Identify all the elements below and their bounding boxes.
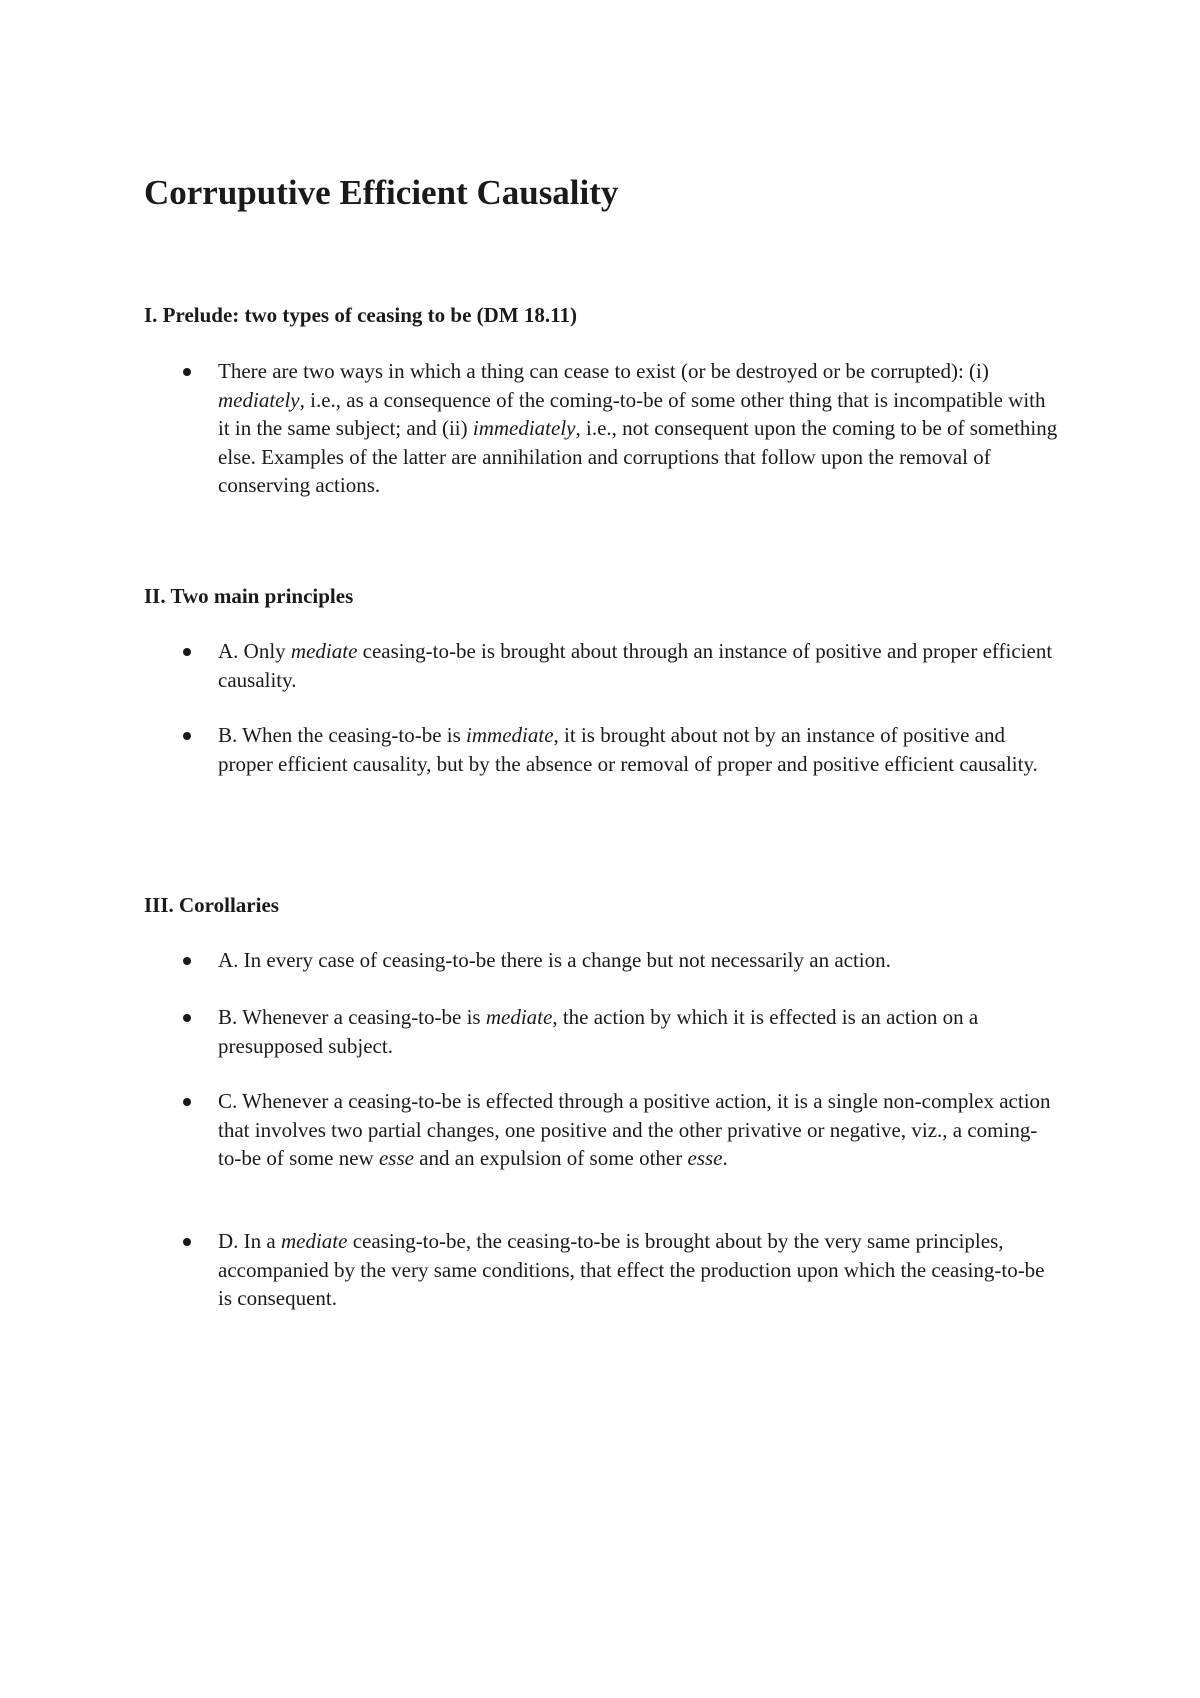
bullet-item [144, 1227, 1064, 1313]
text-run: D. In a [218, 1229, 281, 1253]
italic-term: esse [687, 1146, 723, 1170]
section-heading-prelude: I. Prelude: two types of ceasing to be (DM 18.11) [144, 303, 577, 327]
italic-term: mediately [218, 387, 300, 412]
text-run: . [722, 1146, 728, 1170]
bullet-icon [183, 732, 191, 740]
bullet-icon [183, 1238, 191, 1246]
italic-term: immediate [466, 723, 554, 747]
text-run: A. Only [218, 639, 291, 663]
bullet-icon [183, 1014, 191, 1022]
bullet-text [218, 946, 1058, 975]
section-heading-principles: II. Two main principles [144, 584, 354, 608]
text-run: There are two ways in which a thing can cease to exist (or be destroyed or be corrupted): (i) [218, 359, 989, 383]
bullet-item [144, 1087, 1064, 1173]
italic-term: mediate [280, 1229, 348, 1253]
text-run: , it is brought about not by an instance of positive and proper efficient causality, but by the absence or removal of proper and positive efficient causality. [218, 723, 1038, 776]
text-run: B. Whenever a ceasing-to-be is [218, 1005, 486, 1029]
document-title: Corruputive Efficient Causality [144, 173, 619, 212]
bullet-text [218, 1087, 1058, 1173]
text-run: and an expulsion of some other [413, 1146, 688, 1170]
text-run: A. In every case of ceasing-to-be there is a change but not necessarily an action. [218, 948, 891, 972]
bullet-text [218, 357, 1058, 500]
bullet-text [218, 721, 1058, 778]
text-run: ceasing-to-be is brought about through an instance of positive and proper efficient causality. [218, 639, 1053, 692]
bullet-item [144, 946, 1064, 975]
text-run: , i.e., not consequent upon the coming to be of something else. Examples of the latter are annihilation and corruptions that follow upon the removal of conserving actions. [218, 416, 1058, 497]
italic-term: mediate [290, 639, 358, 663]
bullet-item [144, 1003, 1064, 1060]
bullet-text [218, 1003, 1058, 1060]
bullet-text [218, 1227, 1058, 1313]
bullet-text [218, 637, 1058, 694]
bullet-item [144, 721, 1064, 778]
text-run: B. When the ceasing-to-be is [218, 723, 467, 747]
section-heading-corollaries: III. Corollaries [144, 893, 279, 917]
text-run: , the action by which it is effected is an action on a presupposed subject. [218, 1005, 979, 1058]
italic-term: immediately [472, 416, 576, 440]
bullet-item [144, 357, 1064, 500]
bullet-item [144, 637, 1064, 694]
text-run: ceasing-to-be, the ceasing-to-be is brought about by the very same principles, accompanied by the very same conditions, that effect the production upon which the ceasing-to-be is consequent. [218, 1229, 1045, 1310]
bullet-icon [183, 368, 191, 376]
italic-term: mediate [485, 1005, 553, 1029]
text-run: C. Whenever a ceasing-to-be is effected through a positive action, it is a single non-complex action that involves two partial changes, one positive and the other privative or negative, viz., a coming-to-be of some new [218, 1089, 1051, 1170]
italic-term: esse [378, 1146, 414, 1170]
bullet-icon [183, 957, 191, 965]
text-run: , i.e., as a consequence of the coming-to-be of some other thing that is incompatible with it in the same subject; and (ii) [218, 387, 1046, 440]
bullet-icon [183, 648, 191, 656]
bullet-icon [183, 1098, 191, 1106]
